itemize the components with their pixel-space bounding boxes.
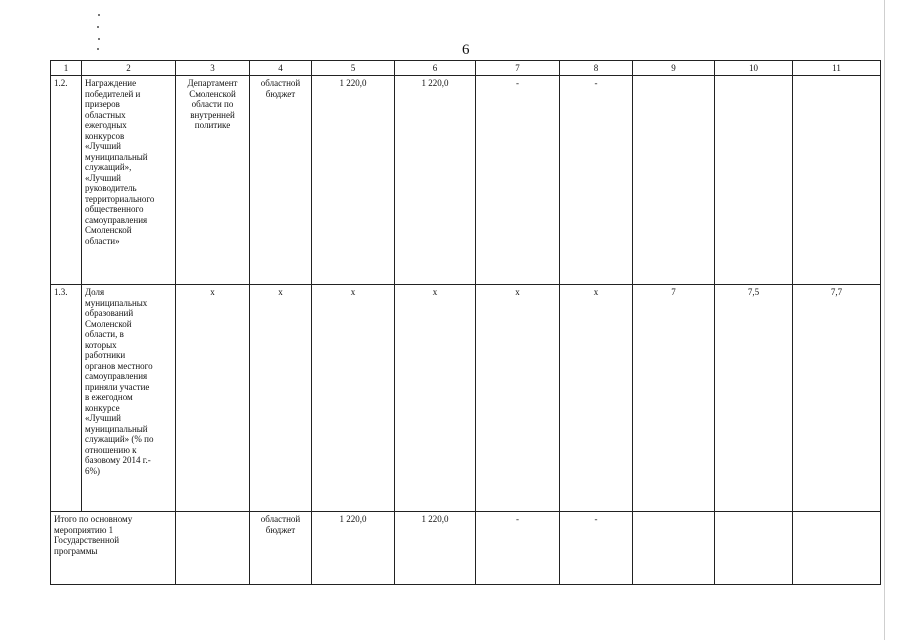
- total-value-col10: [715, 512, 793, 585]
- row-executor: Департамент Смоленской области по внутренней политике: [176, 76, 250, 285]
- scan-artifact-dot: [97, 26, 99, 28]
- header-cell-6: 6: [395, 61, 476, 76]
- row-value-col8: х: [560, 285, 633, 512]
- row-source: х: [250, 285, 312, 512]
- row-value-col7: -: [476, 76, 560, 285]
- row-name: Награждение победителей и призеров областных ежегодных конкурсов «Лучший муниципальный служащий», «Лучший руководитель территориального общественного самоуправления Смоленской области»: [82, 76, 176, 285]
- row-value-col5: х: [312, 285, 395, 512]
- header-cell-5: 5: [312, 61, 395, 76]
- total-value-col8: -: [560, 512, 633, 585]
- table-row: [51, 285, 881, 512]
- program-table: [50, 60, 881, 585]
- header-cell-7: 7: [476, 61, 560, 76]
- scan-artifact-dot: [98, 38, 100, 40]
- row-value-col10: [715, 76, 793, 285]
- header-cell-2: 2: [82, 61, 176, 76]
- row-value-col9: [633, 76, 715, 285]
- total-value-col5: 1 220,0: [312, 512, 395, 585]
- row-value-col11: 7,7: [793, 285, 881, 512]
- total-value-col9: [633, 512, 715, 585]
- row-name: Доля муниципальных образований Смоленской области, в которых работники органов местного самоуправления приняли участие в ежегодном конкурсе «Лучший муниципальный служащий» (% по отношению к базовому 2014 г.- 6%): [82, 285, 176, 512]
- row-value-col6: х: [395, 285, 476, 512]
- header-row: [51, 61, 881, 76]
- row-value-col11: [793, 76, 881, 285]
- row-value-col7: х: [476, 285, 560, 512]
- row-value-col9: 7: [633, 285, 715, 512]
- total-row: [51, 512, 881, 585]
- header-cell-4: 4: [250, 61, 312, 76]
- scan-page-edge: [884, 0, 885, 640]
- header-cell-9: 9: [633, 61, 715, 76]
- page-number: 6: [462, 42, 470, 58]
- total-value-col6: 1 220,0: [395, 512, 476, 585]
- row-number: 1.2.: [51, 76, 82, 285]
- total-value-col7: -: [476, 512, 560, 585]
- scan-artifact-dot: [97, 48, 99, 50]
- row-source: областной бюджет: [250, 76, 312, 285]
- header-cell-3: 3: [176, 61, 250, 76]
- row-value-col8: -: [560, 76, 633, 285]
- row-executor: х: [176, 285, 250, 512]
- header-cell-1: 1: [51, 61, 82, 76]
- total-executor: [176, 512, 250, 585]
- header-cell-10: 10: [715, 61, 793, 76]
- total-source: областной бюджет: [250, 512, 312, 585]
- header-cell-8: 8: [560, 61, 633, 76]
- row-value-col5: 1 220,0: [312, 76, 395, 285]
- header-cell-11: 11: [793, 61, 881, 76]
- row-value-col10: 7,5: [715, 285, 793, 512]
- row-value-col6: 1 220,0: [395, 76, 476, 285]
- row-number: 1.3.: [51, 285, 82, 512]
- table-row: [51, 76, 881, 285]
- total-label: Итого по основному мероприятию 1 Государственной программы: [51, 512, 176, 585]
- total-value-col11: [793, 512, 881, 585]
- scan-artifact-dot: [98, 14, 100, 16]
